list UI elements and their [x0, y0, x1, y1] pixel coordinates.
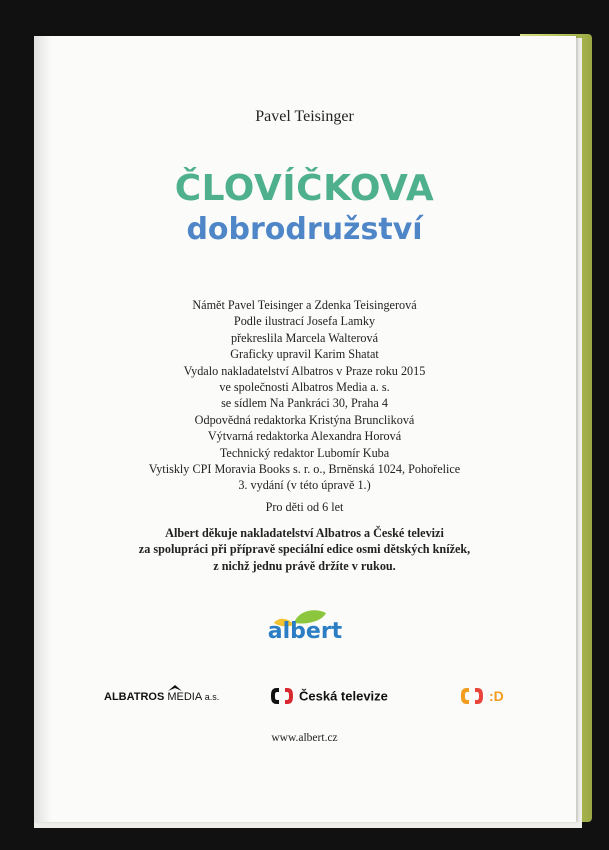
- albatros-bird-icon: [168, 685, 182, 693]
- ct-brackets-icon: [269, 686, 295, 706]
- credits-line: Námět Pavel Teisinger a Zdenka Teisingerová: [192, 298, 417, 312]
- credits-line: Odpovědná redaktorka Kristýna Bruncliková: [194, 412, 415, 427]
- credits-line: Podle ilustrací Josefa Lamky: [233, 314, 376, 329]
- credits-line: se sídlem Na Pankráci 30, Praha 4: [221, 396, 388, 411]
- publisher-logos: [0, 686, 609, 710]
- credits-line: Technický redaktor Lubomír Kuba: [219, 445, 390, 460]
- thanks-line: za spolupráci při přípravě speciální edice osmi dětských knížek,: [138, 542, 471, 557]
- credits-block: [0, 297, 609, 494]
- albatros-media-logo: [104, 691, 219, 703]
- credits-line: Graficky upravil Karim Shatat: [230, 347, 379, 362]
- credits-line: Vytiskly CPI Moravia Books s. r. o., Brněnská 1024, Pohořelice: [148, 462, 461, 477]
- albert-logo-text: albert: [267, 619, 343, 644]
- title-line-1: ČLOVÍČKOVA: [174, 168, 435, 209]
- albatros-logo-bold: ALBATROS: [104, 691, 165, 703]
- albatros-logo-media: MEDIA: [164, 691, 203, 703]
- ct-d-text: :D: [489, 688, 504, 704]
- ct-d-logo: [459, 686, 504, 706]
- albatros-logo-suffix: a.s.: [202, 692, 220, 702]
- credits-line: ve společnosti Albatros Media a. s.: [219, 380, 390, 395]
- credits-line: 3. vydání (v této úpravě 1.): [238, 478, 371, 493]
- age-note: Pro děti od 6 let: [265, 500, 344, 514]
- credits-line: překreslila Marcela Walterová: [231, 330, 378, 345]
- thanks-line: z nichž jednu právě držíte v rukou.: [213, 558, 396, 573]
- credits-line: Vydalo nakladatelství Albatros v Praze roku 2015: [183, 363, 426, 378]
- website-link[interactable]: www.albert.cz: [271, 732, 338, 744]
- credits-line: Výtvarná redaktorka Alexandra Horová: [207, 429, 402, 444]
- thanks-block: [0, 525, 609, 574]
- ceska-televize-logo: [269, 686, 388, 706]
- author-name: Pavel Teisinger: [255, 108, 354, 125]
- thanks-line: Albert děkuje nakladatelství Albatros a České televizi: [165, 526, 444, 540]
- title-line-2: dobrodružství: [186, 212, 423, 247]
- ct-d-brackets-icon: [459, 686, 485, 706]
- ceska-televize-text: Česká televize: [299, 688, 388, 704]
